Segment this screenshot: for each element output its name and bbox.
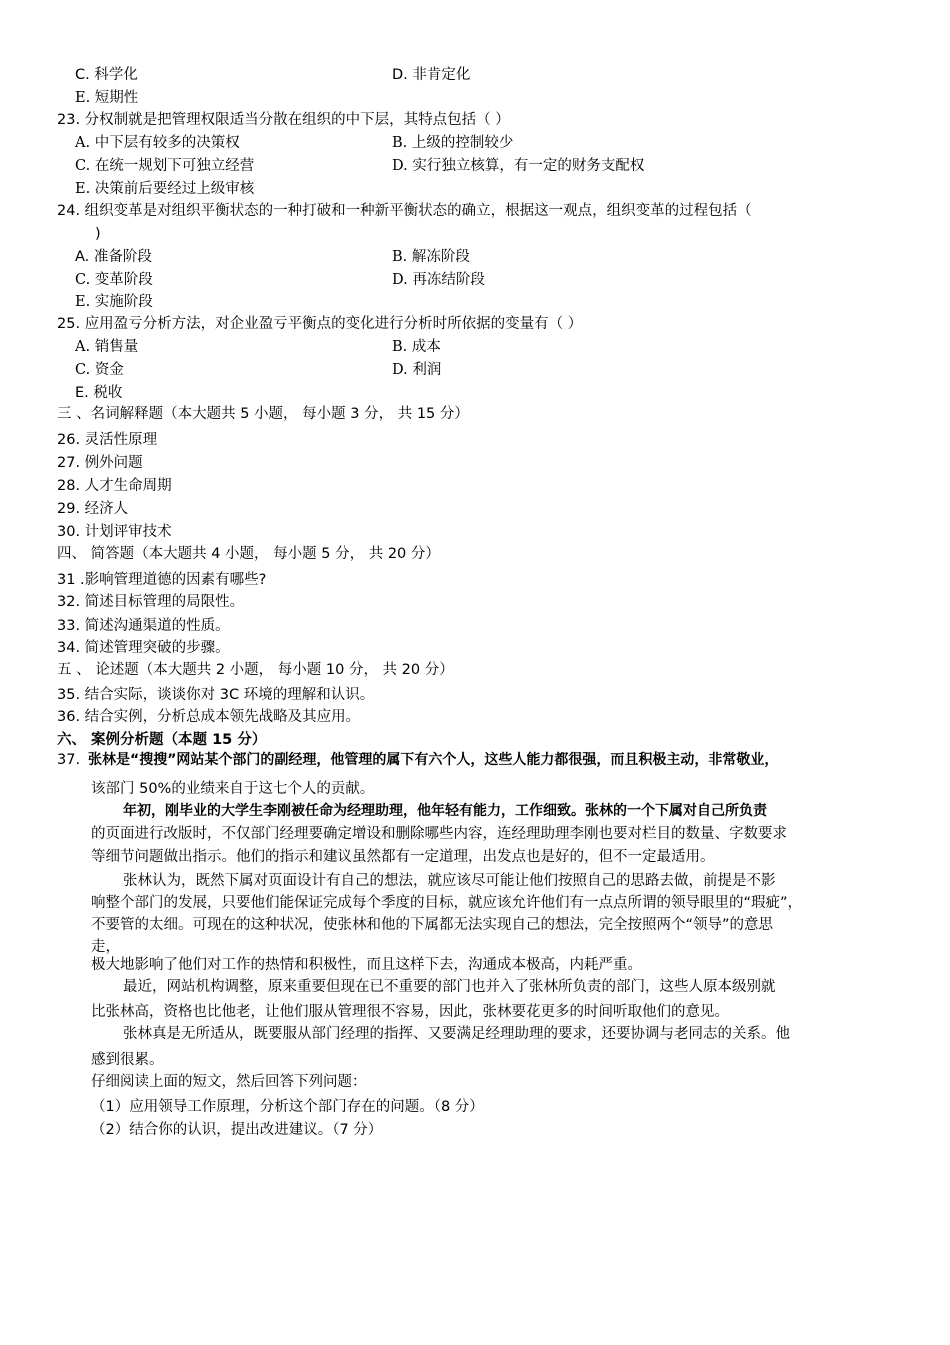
q24-option-a: A. 准备阶段 bbox=[75, 249, 152, 265]
q22-option-c: C. 科学化 bbox=[75, 67, 138, 83]
q23-stem: 23. 分权制就是把管理权限适当分散在组织的中下层，其特点包括（ ） bbox=[57, 112, 510, 128]
q24-stem-continued: ) bbox=[95, 226, 101, 242]
q22-option-e: E. 短期性 bbox=[75, 90, 139, 106]
section3-item: 30. 计划评审技术 bbox=[57, 524, 172, 540]
section3-item: 26. 灵活性原理 bbox=[57, 432, 158, 448]
section4-item: 33. 简述沟通渠道的性质。 bbox=[57, 618, 230, 634]
q24-option-d: D. 再冻结阶段 bbox=[392, 272, 485, 288]
section5-item: 36. 结合实例，分析总成本领先战略及其应用。 bbox=[57, 709, 361, 725]
case-paragraph-line: 极大地影响了他们对工作的热情和积极性，而且这样下去，沟通成本极高，内耗严重。 bbox=[91, 957, 642, 973]
q25-option-e: E. 税收 bbox=[75, 385, 123, 401]
section4-item: 31 .影响管理道德的因素有哪些? bbox=[57, 572, 267, 588]
q24-option-b: B. 解冻阶段 bbox=[392, 249, 470, 265]
case-question: （1）应用领导工作原理，分析这个部门存在的问题。（8 分） bbox=[91, 1099, 484, 1115]
q24-stem: 24. 组织变革是对组织平衡状态的一种打破和一种新平衡状态的确立，根据这一观点，组织变革的过程包括（ bbox=[57, 203, 752, 219]
section5-item: 35. 结合实际，谈谈你对 3C 环境的理解和认识。 bbox=[57, 687, 375, 703]
q24-option-c: C. 变革阶段 bbox=[75, 272, 153, 288]
case-question: （2）结合你的认识，提出改进建议。（7 分） bbox=[91, 1122, 383, 1138]
case-paragraph-line: 年初，刚毕业的大学生李刚被任命为经理助理，他年轻有能力，工作细致。张林的一个下属对自己所负责 bbox=[123, 803, 767, 819]
q25-option-d: D. 利润 bbox=[392, 362, 442, 378]
q23-option-c: C. 在统一规划下可独立经营 bbox=[75, 158, 255, 174]
case-paragraph-line: 比张林高，资格也比他老，让他们服从管理很不容易，因此，张林要花更多的时间听取他们的意见。 bbox=[91, 1004, 729, 1020]
section3-item: 29. 经济人 bbox=[57, 501, 129, 517]
case-prompt: 仔细阅读上面的短文，然后回答下列问题： bbox=[91, 1074, 367, 1090]
case-paragraph-line: 等细节问题做出指示。他们的指示和建议虽然都有一定道理，出发点也是好的，但不一定最适用。 bbox=[91, 849, 715, 865]
q25-stem: 25. 应用盈亏分析方法，对企业盈亏平衡点的变化进行分析时所依据的变量有（ ） bbox=[57, 316, 583, 332]
section4-item: 34. 简述管理突破的步骤。 bbox=[57, 640, 230, 656]
case-paragraph-line: 不要管的太细。可现在的这种状况，使张林和他的下属都无法实现自己的想法，完全按照两个“领导”的意思 bbox=[91, 917, 774, 933]
q24-option-e: E. 实施阶段 bbox=[75, 294, 153, 310]
q23-option-b: B. 上级的控制较少 bbox=[392, 135, 514, 151]
case-paragraph-line: 的页面进行改版时，不仅部门经理要确定增设和删除哪些内容，连经理助理李刚也要对栏目的数量、字数要求 bbox=[91, 826, 787, 842]
q23-option-e: E. 决策前后要经过上级审核 bbox=[75, 181, 255, 197]
q25-option-a: A. 销售量 bbox=[75, 339, 139, 355]
section5-title: 五 、 论述题（本大题共 2 小题， 每小题 10 分， 共 20 分） bbox=[57, 662, 454, 678]
q25-option-b: B. 成本 bbox=[392, 339, 441, 355]
case-paragraph-line: 响整个部门的发展，只要他们能保证完成每个季度的目标，就应该允许他们有一点点所谓的领导眼里的“瑕疵”， bbox=[91, 895, 803, 911]
case-paragraph-line: 张林认为，既然下属对页面设计有自己的想法，就应该尽可能让他们按照自己的思路去做，前提是不影 bbox=[123, 873, 776, 889]
case-paragraph-line: 张林真是无所适从，既要服从部门经理的指挥、又要满足经理助理的要求，还要协调与老同志的关系。他 bbox=[123, 1026, 790, 1042]
case-paragraph-line: 张林是“搜搜”网站某个部门的副经理，他管理的属下有六个人，这些人能力都很强，而且积极主动，非常敬业， bbox=[88, 752, 779, 768]
section3-title: 三 、名词解释题（本大题共 5 小题， 每小题 3 分， 共 15 分） bbox=[57, 406, 469, 422]
q23-option-a: A. 中下层有较多的决策权 bbox=[75, 135, 240, 151]
q23-option-d: D. 实行独立核算，有一定的财务支配权 bbox=[392, 158, 645, 174]
case-paragraph-line: 该部门 50%的业绩来自于这七个人的贡献。 bbox=[91, 781, 375, 797]
q25-option-c: C. 资金 bbox=[75, 362, 124, 378]
q22-option-d: D. 非肯定化 bbox=[392, 67, 471, 83]
section4-title: 四、 简答题（本大题共 4 小题， 每小题 5 分， 共 20 分） bbox=[57, 546, 440, 562]
section3-item: 28. 人才生命周期 bbox=[57, 478, 172, 494]
section3-item: 27. 例外问题 bbox=[57, 455, 143, 471]
case-paragraph-line: 最近，网站机构调整，原来重要但现在已不重要的部门也并入了张林所负责的部门，这些人原本级别就 bbox=[123, 979, 776, 995]
q37-number: 37. bbox=[57, 752, 81, 768]
case-paragraph-line: 走， bbox=[91, 939, 120, 955]
case-paragraph-line: 感到很累。 bbox=[91, 1052, 164, 1068]
section4-item: 32. 简述目标管理的局限性。 bbox=[57, 594, 245, 610]
section6-title: 六、 案例分析题（本题 15 分） bbox=[57, 732, 267, 748]
